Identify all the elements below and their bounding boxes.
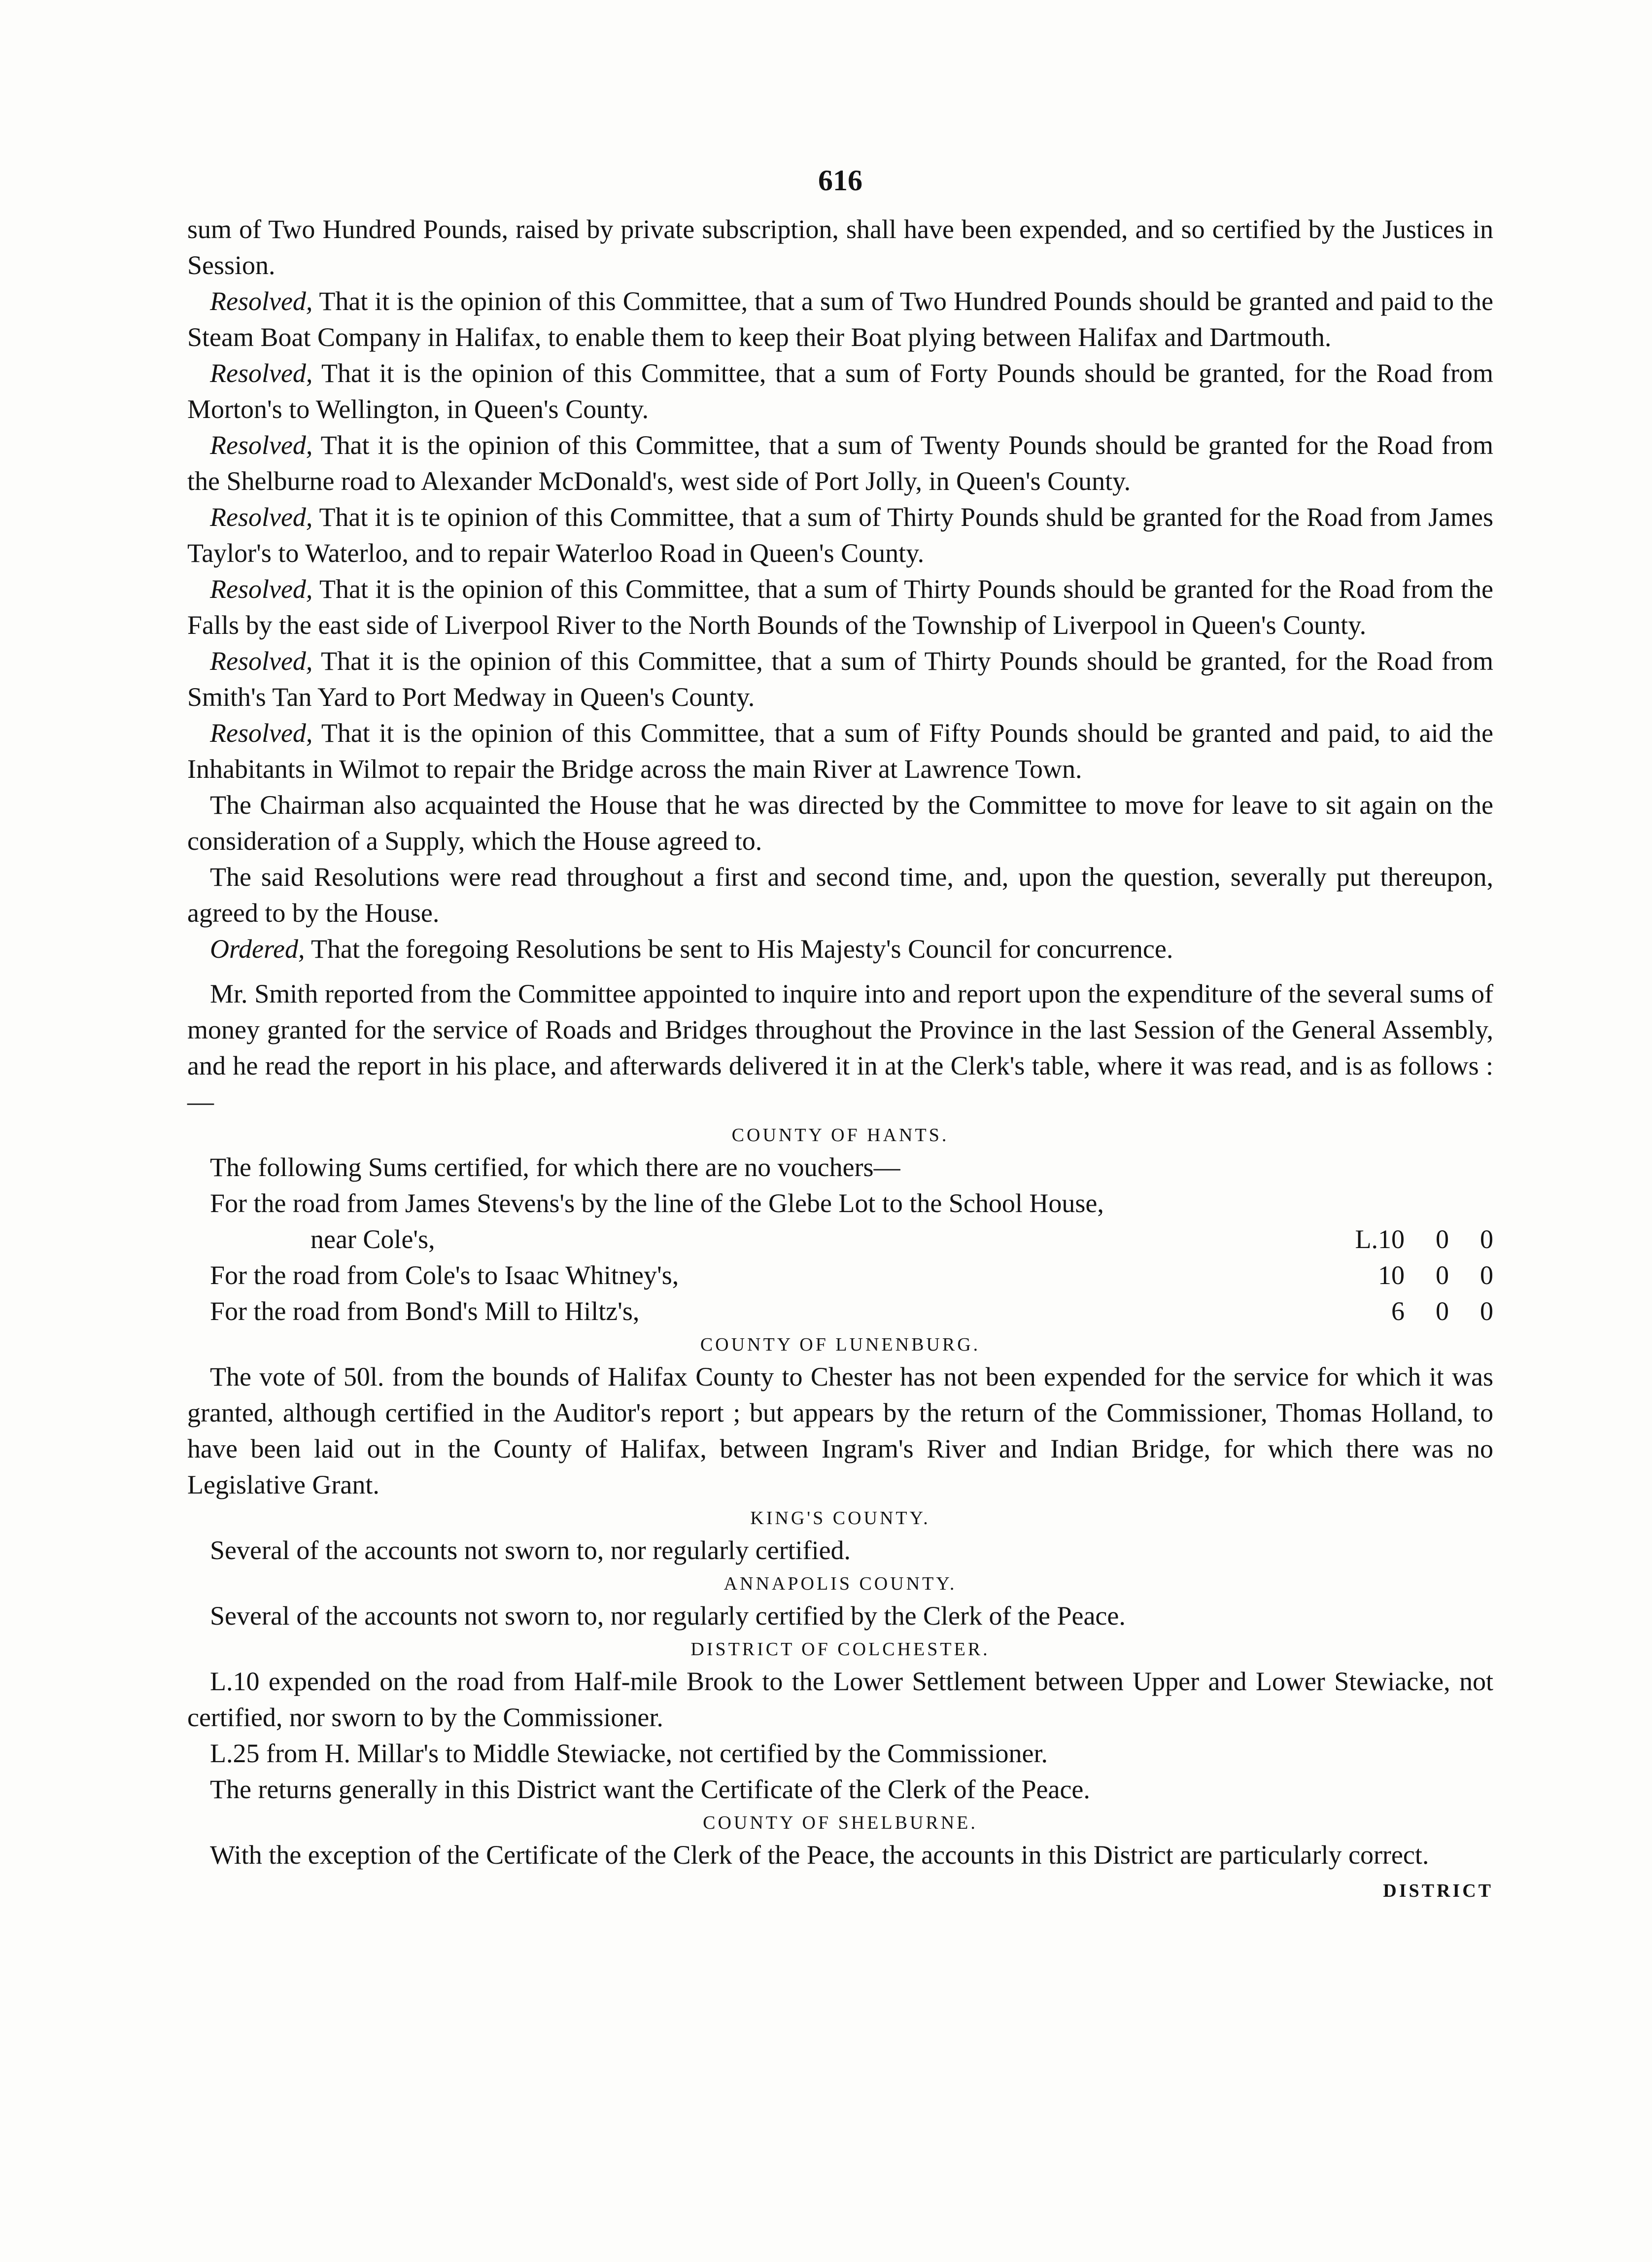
paragraph-text: That it is te opinion of this Committee, that a sum of Thirty Pounds shuld be granted for the Road from James Taylor's to Waterloo, and to repair Waterloo Road in Queen's County. (187, 502, 1493, 568)
county-lunenburg-section (187, 1331, 1493, 1503)
sum-row (187, 1257, 1493, 1293)
colchester-item: L.10 expended on the road from Half-mile Brook to the Lower Settlement between Upper and Lower Stewiacke, not certified, nor sworn to by the Commissioner. (187, 1667, 1493, 1732)
sum-row (187, 1293, 1493, 1329)
county-shelburne-section (187, 1810, 1493, 1909)
amount-pence: 0 (1480, 1296, 1493, 1326)
paragraph-lead: Resolved, (210, 286, 313, 316)
paragraph-text: That it is the opinion of this Committee, that a sum of Two Hundred Pounds should be granted and paid to the Steam Boat Company in Halifax, to enable them to keep their Boat plying between Halifax and Dartmouth. (187, 286, 1493, 352)
paragraph-text: That it is the opinion of this Committee, that a sum of Thirty Pounds should be granted, for the Road from Smith's Tan Yard to Port Medway in Queen's County. (187, 646, 1493, 712)
resolutions-block (187, 211, 1493, 967)
paragraph-lead: Resolved, (210, 358, 313, 388)
amount-shillings: 0 (1436, 1260, 1449, 1290)
paragraph-text: That it is the opinion of this Committee, that a sum of Twenty Pounds should be granted for the Road from the Shelburne road to Alexander McDonald's, west side of Port Jolly, in Queen's County. (187, 430, 1493, 496)
footer-line (187, 1873, 1493, 1909)
kings-county-section (187, 1505, 1493, 1568)
paragraph-lead: Ordered, (210, 934, 305, 964)
district-colchester-section (187, 1636, 1493, 1808)
sum-amount (1286, 1221, 1493, 1257)
lunenburg-text: The vote of 50l. from the bounds of Halifax County to Chester has not been expended for the service for which it was granted, although certified in the Auditor's report ; but appears by the return of the Commissioner, Thomas Holland, to have been laid out in the County of Halifax, between Ingram's River and Indian Bridge, for which there was no Legislative Grant. (187, 1362, 1493, 1499)
resolution-paragraph (187, 499, 1493, 571)
paragraph-text: That it is the opinion of this Committee, that a sum of Thirty Pounds should be granted for the Road from the Falls by the east side of Liverpool River to the North Bounds of the Township of Liverpool in Queen's County. (187, 574, 1493, 640)
section-heading: KING'S COUNTY. (750, 1508, 930, 1529)
paragraph-lead: Resolved, (210, 646, 313, 676)
hants-intro: The following Sums certified, for which there are no vouchers— (210, 1152, 900, 1182)
hants-first-line: For the road from James Stevens's by the line of the Glebe Lot to the School House, (210, 1188, 1104, 1218)
paragraph-text: That the foregoing Resolutions be sent to His Majesty's Council for concurrence. (305, 934, 1173, 964)
resolution-paragraph (187, 715, 1493, 787)
resolution-paragraph (187, 643, 1493, 715)
amount-pounds: L.10 (1355, 1224, 1405, 1254)
colchester-item: The returns generally in this District want the Certificate of the Clerk of the Peace. (210, 1775, 1090, 1804)
amount-pence: 0 (1480, 1224, 1493, 1254)
report-intro-paragraph: Mr. Smith reported from the Committee appointed to inquire into and report upon the expenditure of the several sums of money granted for the service of Roads and Bridges throughout the Province in the last Session of the General Assembly, and he read the report in his place, and afterwards delivered it in at the Clerk's table, where it was read, and is as follows :— (187, 979, 1493, 1116)
amount-shillings: 0 (1436, 1224, 1449, 1254)
paragraph-text: The Chairman also acquainted the House that he was directed by the Committee to move for leave to sit again on the consideration of a Supply, which the House agreed to. (187, 790, 1493, 856)
paragraph-text: That it is the opinion of this Committee, that a sum of Forty Pounds should be granted, for the Road from Morton's to Wellington, in Queen's County. (187, 358, 1493, 424)
shelburne-text: With the exception of the Certificate of the Clerk of the Peace, the accounts in this District are particularly correct. (210, 1840, 1429, 1870)
document-page (187, 163, 1493, 1909)
sum-description: For the road from Cole's to Isaac Whitney's, (210, 1260, 679, 1290)
amount-pounds: 10 (1378, 1260, 1405, 1290)
section-heading: DISTRICT OF COLCHESTER. (690, 1639, 990, 1660)
section-heading: COUNTY OF LUNENBURG. (700, 1334, 981, 1355)
paragraph-lead: Resolved, (210, 430, 313, 460)
section-heading: ANNAPOLIS COUNTY. (723, 1573, 957, 1594)
resolution-paragraph (187, 355, 1493, 427)
page-number: 616 (818, 164, 862, 197)
paragraph-text: That it is the opinion of this Committee, that a sum of Fifty Pounds should be granted and paid, to aid the Inhabitants in Wilmot to repair the Bridge across the main River at Lawrence Town. (187, 718, 1493, 784)
paragraph-text: The said Resolutions were read throughout a first and second time, and, upon the question, severally put thereupon, agreed to by the House. (187, 862, 1493, 928)
sum-amount (1286, 1293, 1493, 1329)
paragraph-lead: Resolved, (210, 718, 313, 748)
resolutions-read-paragraph (187, 859, 1493, 931)
annapolis-county-section (187, 1570, 1493, 1634)
sum-row (187, 1221, 1493, 1257)
county-hants-section (187, 1122, 1493, 1329)
annapolis-text: Several of the accounts not sworn to, nor regularly certified by the Clerk of the Peace. (210, 1601, 1126, 1631)
paragraph-lead: Resolved, (210, 574, 313, 604)
section-heading: COUNTY OF SHELBURNE. (703, 1812, 978, 1833)
ordered-paragraph (187, 931, 1493, 967)
sum-description: near Cole's, (310, 1224, 435, 1254)
chairman-paragraph (187, 787, 1493, 859)
resolution-paragraph (187, 427, 1493, 499)
sum-amount (1286, 1257, 1493, 1293)
paragraph-lead: Resolved, (210, 502, 313, 532)
colchester-item: L.25 from H. Millar's to Middle Stewiacke, not certified by the Commissioner. (210, 1739, 1048, 1768)
sum-description: For the road from Bond's Mill to Hiltz's, (210, 1296, 640, 1326)
resolution-paragraph (187, 571, 1493, 643)
amount-pounds: 6 (1391, 1296, 1405, 1326)
paragraph-continuation (187, 211, 1493, 283)
amount-shillings: 0 (1436, 1296, 1449, 1326)
section-heading: COUNTY OF HANTS. (731, 1125, 949, 1146)
resolution-paragraph (187, 283, 1493, 355)
amount-pence: 0 (1480, 1260, 1493, 1290)
catchword: DISTRICT (1383, 1880, 1493, 1901)
paragraph-text: sum of Two Hundred Pounds, raised by private subscription, shall have been expended, and so certified by the Justices in Session. (187, 214, 1493, 280)
kings-text: Several of the accounts not sworn to, nor regularly certified. (210, 1535, 851, 1565)
